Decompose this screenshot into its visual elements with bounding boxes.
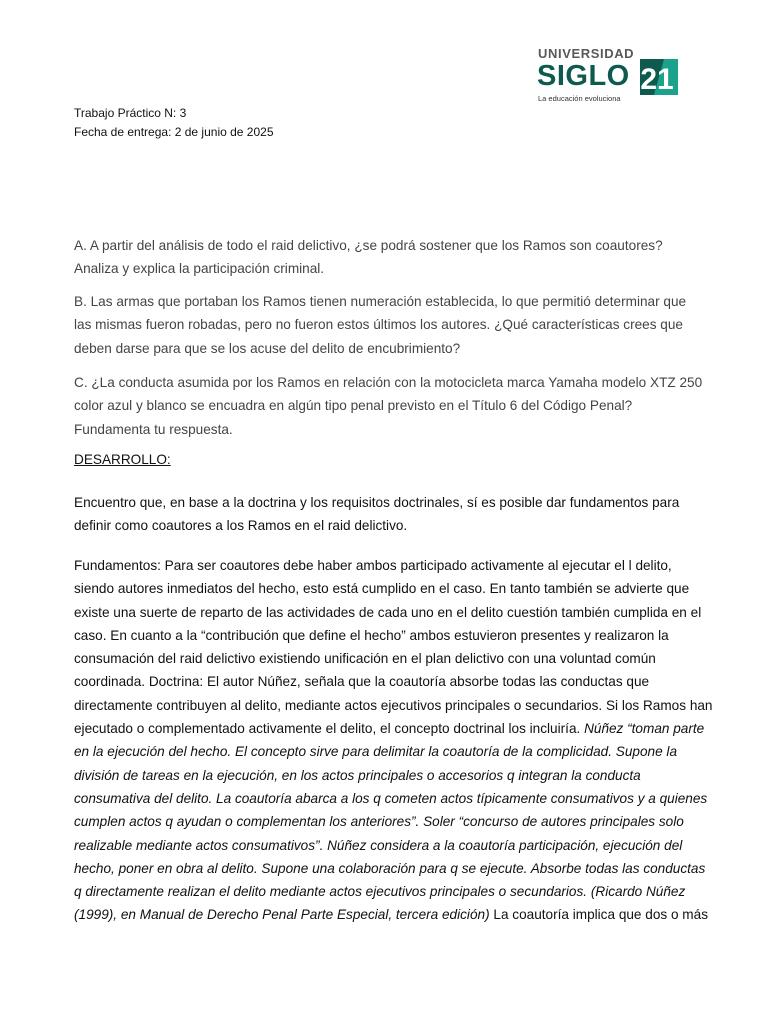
question-a: A. A partir del análisis de todo el raid delictivo, ¿se podrá sostener que los Ramos son coautores? Analiza y explica la participación criminal.	[74, 238, 663, 277]
university-logo	[537, 46, 679, 106]
fundamentos-continuation: La coautoría implica que dos o más	[489, 907, 708, 923]
assignment-number: Trabajo Práctico N: 3	[74, 106, 187, 120]
question-b: B. Las armas que portaban los Ramos tienen numeración establecida, lo que permitió determinar que las mismas fueron robadas, pero no fueron estos últimos los autores. ¿Qué características crees que deben darse para que se los acuse del delito de encubrimiento?	[74, 294, 687, 356]
logo-tagline: La educación evoluciona	[538, 94, 621, 103]
fundamentos-text: Fundamentos: Para ser coautores debe haber ambos participado activamente al ejecutar el l delito, siendo autores inmediatos del hecho, esto está cumplido en el caso. En tanto también se advierte que existe una suerte de reparto de las actividades de cada uno en el delito cuestión también cumplida en el caso. En cuanto a la “contribución que define el hecho” ambos estuvieron presentes y realizaron la consumación del raid delictivo existiendo unificación en el plan delictivo con una voluntad común coordinada. Doctrina: El autor Núñez, señala que la coautoría absorbe todas las conductas que directamente contribuyen al delito, mediante actos ejecutivos principales o secundarios. Si los Ramos han ejecutado o complementado activamente el delito, el concepto doctrinal los incluiría.	[74, 558, 713, 737]
logo-21-badge	[640, 59, 678, 95]
development-heading: DESARROLLO:	[74, 452, 171, 467]
development-intro: Encuentro que, en base a la doctrina y los requisitos doctrinales, sí es posible dar fundamentos para definir como coautores a los Ramos en el raid delictivo.	[74, 495, 680, 534]
doctrine-quote: Núñez “toman parte en la ejecución del hecho. El concepto sirve para delimitar la coautoría de la complicidad. Supone la división de tareas en la ejecución, en los actos principales o accesorios q integran la conducta consumativa del delito. La coautoría abarca a los q cometen actos típicamente consumativos y a quienes cumplen actos q ayudan o complementan los anteriores”. Soler “concurso de autores principales solo realizable mediante actos consumativos”. Núñez considera a la coautoría participación, ejecución del hecho, poner en obra al delito. Supone una colaboración para q se ejecute. Absorbe todas las conductas q directamente realizan el delito mediante actos ejecutivos principales o secundarios. (Ricardo Núñez (1999), en Manual de Derecho Penal Parte Especial, tercera edición)	[74, 721, 708, 923]
fundamentos-paragraph	[74, 554, 714, 927]
logo-number-text: 21	[640, 63, 674, 95]
due-date: Fecha de entrega: 2 de junio de 2025	[74, 125, 274, 139]
logo-university-text: UNIVERSIDAD	[538, 46, 635, 61]
logo-name-text: SIGLO	[537, 60, 630, 92]
question-c: C. ¿La conducta asumida por los Ramos en relación con la motocicleta marca Yamaha modelo XTZ 250 color azul y blanco se encuadra en algún tipo penal previsto en el Título 6 del Código Penal? Fundamenta tu respuesta.	[74, 375, 703, 437]
